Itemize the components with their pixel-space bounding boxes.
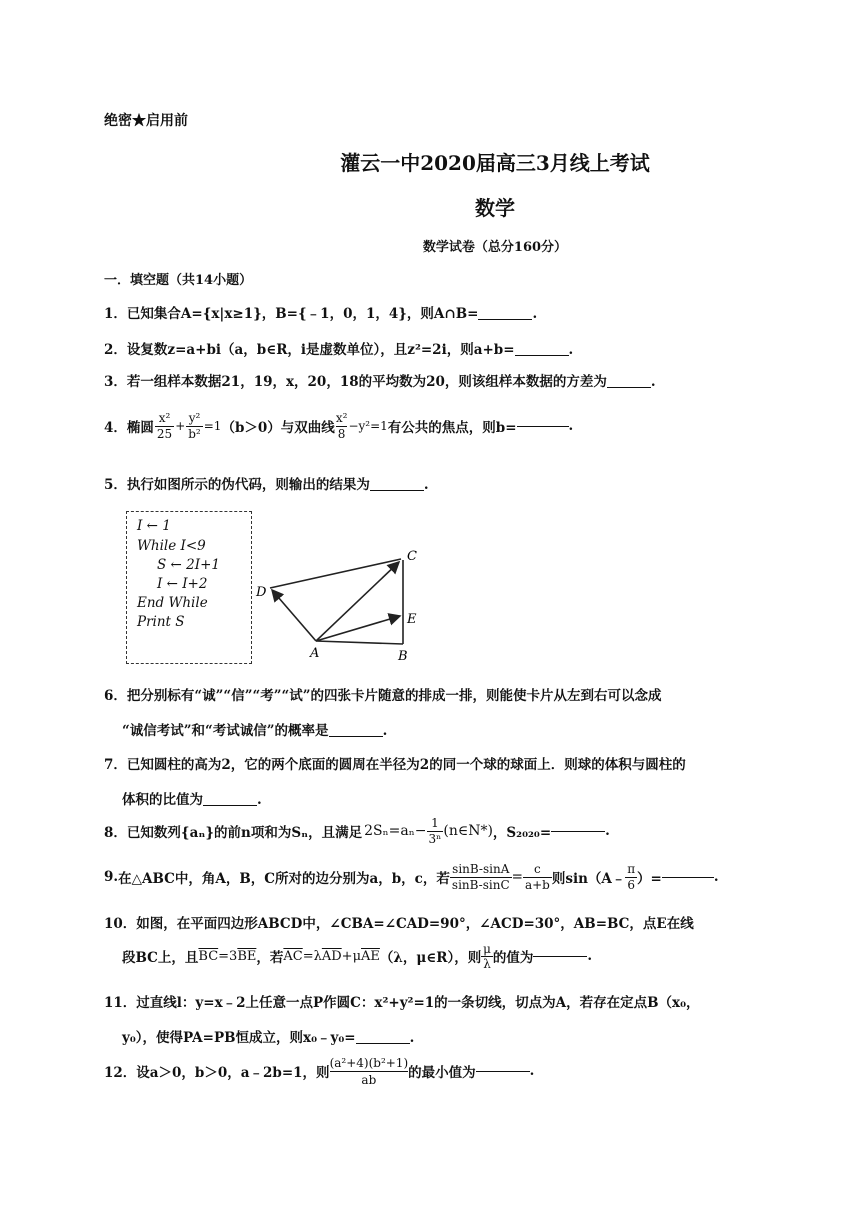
question-text: 执行如图所示的伪代码，则输出的结果为	[126, 477, 370, 493]
product-over-ab-fraction	[330, 1055, 409, 1088]
question-11	[104, 991, 700, 1011]
question-text: 设复数z=a+bi（a，b∈R，i是虚数单位），且z²=2i，则a+b=	[126, 342, 515, 358]
question-7	[104, 753, 686, 773]
question-text-a: 椭圆	[126, 420, 154, 436]
formula-rhs: (n∈N*)	[443, 823, 493, 839]
mu-over-lambda-fraction	[481, 942, 493, 971]
fraction-denominator: b²	[188, 426, 201, 441]
answer-blank	[551, 831, 605, 832]
question-text-a: 设a＞0，b＞0，a﹣2b=1，则	[136, 1065, 330, 1081]
fraction-denominator: 25	[156, 426, 173, 441]
question-tail: .	[587, 948, 593, 964]
question-6	[104, 684, 662, 704]
question-tail: .	[382, 723, 388, 739]
question-12	[104, 1050, 534, 1092]
question-9	[104, 857, 719, 897]
question-number: 11．	[104, 995, 137, 1011]
question-text-b: 的最小值为	[408, 1065, 476, 1081]
question-number: 3．	[104, 374, 127, 390]
question-text: 已知集合A={x|x≥1}，B={﹣1，0，1，4}，则A∩B=	[126, 306, 479, 322]
equals-sign: =	[511, 869, 523, 885]
exam-subtitle: 数学试卷（总分160分）	[422, 240, 568, 255]
question-3	[104, 370, 656, 390]
point-label-C: C	[407, 549, 417, 564]
question-tail: .	[532, 306, 538, 322]
point-label-B: B	[398, 649, 408, 664]
fraction-one-over-3n	[427, 816, 444, 847]
fraction-denominator: a+b	[524, 877, 550, 892]
fraction-numerator: sinB-sinA	[452, 861, 510, 876]
answer-blank	[515, 355, 569, 356]
ellipse-fraction-x	[155, 411, 174, 442]
ellipse-fraction-y	[186, 411, 203, 442]
answer-blank	[517, 426, 569, 427]
question-tail: .	[409, 1030, 415, 1046]
question-tail: .	[568, 418, 574, 434]
fraction-numerator: 1	[431, 815, 439, 830]
fraction-numerator: x²	[158, 410, 171, 425]
question-number: 6．	[104, 688, 127, 704]
point-label-E: E	[407, 612, 417, 627]
sine-ratio-fraction	[450, 862, 512, 893]
question-1	[104, 302, 537, 322]
answer-blank	[607, 387, 651, 388]
segment-DC	[270, 559, 401, 588]
vector-BE: $\overline{BE}$	[237, 948, 257, 964]
question-text-c: 有公共的焦点，则b=	[387, 420, 517, 436]
question-text: 过直线l：y=x﹣2上任意一点P作圆C：x²+y²=1的一条切线，切点为A，若存在定点B（x₀，	[136, 995, 700, 1011]
question-text: 若一组样本数据21，19，x，20，18的平均数为20，则该组样本数据的方差为	[126, 374, 607, 390]
exam-title: 灌云一中2020届高三3月线上考试	[340, 151, 650, 175]
fraction-denominator: 8	[337, 426, 346, 441]
answer-blank	[356, 1043, 410, 1044]
question-10	[104, 912, 694, 932]
code-line: Print S	[137, 614, 185, 630]
fraction-denominator: 3ⁿ	[428, 831, 442, 846]
fraction-denominator: ab	[330, 1071, 409, 1088]
question-text-b: ，S₂₀₂₀=	[492, 825, 552, 841]
question-text: “诚信考试”和“考试诚信”的概率是	[122, 723, 329, 739]
fraction-denominator: sinB-sinC	[451, 877, 510, 892]
pi-over-6-fraction	[625, 862, 637, 893]
fraction-numerator: c	[534, 861, 541, 876]
section-heading: 一．填空题（共14小题）	[104, 273, 253, 288]
hyperbola-fraction	[336, 411, 348, 442]
question-tail: .	[529, 1063, 535, 1079]
answer-blank	[370, 490, 424, 491]
question-number: 1．	[104, 306, 127, 322]
plus-sign: +	[175, 419, 186, 433]
fraction-numerator: y²	[188, 410, 201, 425]
question-text: 体积的比值为	[122, 792, 203, 808]
question-number: 2．	[104, 342, 127, 358]
question-10-line-2	[122, 938, 592, 974]
question-tail: .	[568, 342, 574, 358]
question-text-a: 在△ABC中，角A，B，C所对的边分别为a，b，c，若	[118, 871, 450, 887]
fraction-numerator: π	[627, 861, 636, 876]
question-6-line-2	[122, 719, 387, 739]
question-tail: .	[713, 869, 719, 885]
fraction-numerator: μ	[483, 941, 491, 956]
answer-blank	[329, 736, 383, 737]
question-text: 已知圆柱的高为2，它的两个底面的圆周在半径为2的同一个球的球面上．则球的体积与圆柱的	[126, 757, 686, 773]
subject-title: 数学	[475, 196, 515, 220]
question-number: 7．	[104, 757, 127, 773]
answer-blank	[533, 956, 587, 957]
question-text: 把分别标有“诚”“信”“考”“试”的四张卡片随意的排成一排，则能使卡片从左到右可以念成	[126, 688, 662, 704]
equals-one: =1	[203, 419, 222, 433]
vector-AD: $\overline{AD}$	[321, 948, 342, 964]
fraction-numerator: (a²+4)(b²+1)	[329, 1055, 409, 1070]
answer-blank	[662, 877, 714, 878]
question-number: 8．	[104, 825, 127, 841]
fraction-denominator: 6	[627, 877, 636, 892]
question-text: y₀），使得PA=PB恒成立，则x₀﹣y₀=	[122, 1030, 356, 1046]
question-2	[104, 338, 573, 358]
code-line: I ← 1	[137, 518, 171, 534]
question-7-line-2	[122, 788, 262, 808]
question-text-a: 已知数列{aₙ}的前n项和为Sₙ，且满足	[126, 825, 363, 841]
formula-part: =3	[218, 948, 238, 964]
formula-part: +μ	[341, 948, 362, 964]
question-text: 的值为	[492, 950, 534, 966]
point-label-D: D	[256, 585, 267, 600]
question-5	[104, 473, 429, 493]
vector-AE: $\overline{AE}$	[361, 948, 380, 964]
question-11-line-2	[122, 1026, 414, 1046]
question-number: 10．	[104, 916, 137, 932]
answer-blank	[203, 805, 257, 806]
formula-part: =λ	[302, 948, 322, 964]
vector-AD	[272, 590, 316, 641]
quadrilateral-figure	[250, 540, 430, 665]
question-number: 5．	[104, 477, 127, 493]
answer-blank	[476, 1071, 530, 1072]
question-8	[104, 812, 610, 850]
question-number: 4．	[104, 420, 127, 436]
question-text: 如图，在平面四边形ABCD中，∠CBA=∠CAD=90°，∠ACD=30°，AB=BC，点E在线	[136, 916, 694, 932]
vector-AC: $\overline{AC}$	[283, 948, 303, 964]
answer-blank	[478, 319, 532, 320]
question-text: （λ，μ∈R），则	[379, 950, 482, 966]
question-number: 9.	[104, 869, 119, 885]
question-text: 段BC上，且	[122, 950, 199, 966]
question-tail: .	[605, 823, 610, 839]
fraction-numerator: x²	[335, 410, 348, 425]
fraction-denominator: λ	[483, 956, 491, 971]
secret-mark: 绝密★启用前	[104, 113, 188, 129]
point-label-A: A	[310, 646, 320, 661]
question-text: ，若	[256, 950, 284, 966]
question-tail: .	[423, 477, 429, 493]
hyperbola-rest: −y²=1	[348, 419, 388, 433]
formula-lhs: 2Sₙ=aₙ−	[364, 823, 427, 839]
pseudocode-box	[126, 511, 252, 664]
code-line: End While	[137, 595, 208, 611]
question-text-b: 则sin（A﹣	[551, 871, 626, 887]
code-line: S ← 2I+1	[157, 557, 220, 573]
segment-AB	[316, 641, 403, 644]
vector-BC: $\overline{BC}$	[198, 948, 219, 964]
question-4	[104, 406, 573, 446]
side-ratio-fraction	[523, 862, 552, 893]
question-text-b: （b＞0）与双曲线	[221, 420, 335, 436]
question-tail: .	[257, 792, 262, 808]
question-tail: .	[650, 374, 656, 390]
code-line: I ← I+2	[157, 576, 208, 592]
question-number: 12．	[104, 1065, 137, 1081]
question-text-c: ）=	[637, 871, 662, 887]
code-line: While I<9	[137, 538, 206, 554]
